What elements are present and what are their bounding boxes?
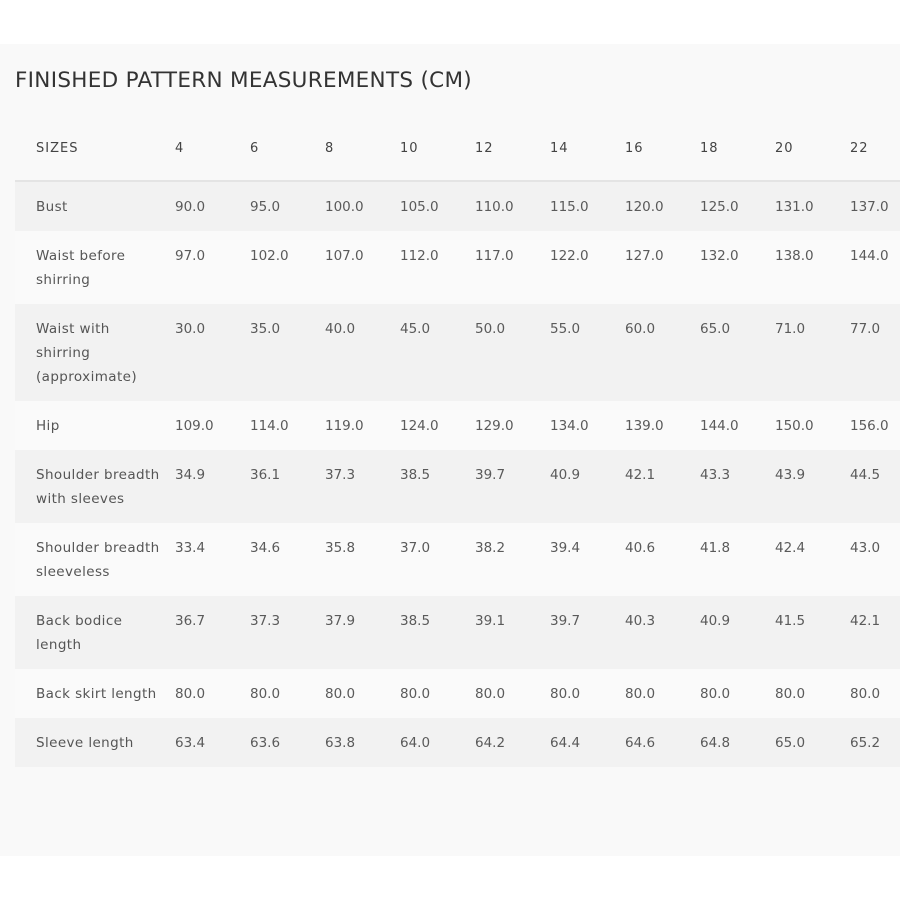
table-cell: 39.1 <box>475 613 506 629</box>
row-label: Hip <box>36 418 60 434</box>
header-size: 18 <box>700 114 775 181</box>
table-cell: 105.0 <box>400 199 439 215</box>
table-row <box>15 401 900 450</box>
table-cell: 122.0 <box>550 248 589 264</box>
table-cell: 125.0 <box>700 199 739 215</box>
table-cell: 40.9 <box>550 467 581 483</box>
table-cell: 144.0 <box>850 248 889 264</box>
header-size: 4 <box>175 114 250 181</box>
table-cell: 35.8 <box>325 540 356 556</box>
table-cell: 64.6 <box>625 735 656 751</box>
table-cell: 102.0 <box>250 248 289 264</box>
row-label: Back bodice length <box>36 613 123 653</box>
table-cell: 37.3 <box>250 613 281 629</box>
table-cell: 114.0 <box>250 418 289 434</box>
table-cell: 35.0 <box>250 321 281 337</box>
table-cell: 131.0 <box>775 199 814 215</box>
table-row <box>15 231 900 304</box>
table-header <box>15 114 900 181</box>
table-cell: 97.0 <box>175 248 206 264</box>
row-label: Shoulder breadth with sleeves <box>36 467 160 507</box>
table-cell: 41.8 <box>700 540 731 556</box>
table-cell: 39.4 <box>550 540 581 556</box>
table-cell: 80.0 <box>325 686 356 702</box>
table-cell: 64.8 <box>700 735 731 751</box>
row-label: Shoulder breadth sleeveless <box>36 540 160 580</box>
table-cell: 45.0 <box>400 321 431 337</box>
table-cell: 65.0 <box>700 321 731 337</box>
header-size: 6 <box>250 114 325 181</box>
table-cell: 65.0 <box>775 735 806 751</box>
table-cell: 138.0 <box>775 248 814 264</box>
table-cell: 139.0 <box>625 418 664 434</box>
table-cell: 37.0 <box>400 540 431 556</box>
table-cell: 80.0 <box>625 686 656 702</box>
header-size: 20 <box>775 114 850 181</box>
table-cell: 137.0 <box>850 199 889 215</box>
header-size: 22 <box>850 114 900 181</box>
header-size: 14 <box>550 114 625 181</box>
row-label: Back skirt length <box>36 686 157 702</box>
table-cell: 80.0 <box>775 686 806 702</box>
table-cell: 119.0 <box>325 418 364 434</box>
table-cell: 77.0 <box>850 321 881 337</box>
table-cell: 156.0 <box>850 418 889 434</box>
table-cell: 112.0 <box>400 248 439 264</box>
table-cell: 36.1 <box>250 467 281 483</box>
table-cell: 39.7 <box>550 613 581 629</box>
table-cell: 64.2 <box>475 735 506 751</box>
header-row <box>15 114 900 181</box>
table-cell: 30.0 <box>175 321 206 337</box>
measurements-table <box>15 114 900 767</box>
table-cell: 43.9 <box>775 467 806 483</box>
header-size: 8 <box>325 114 400 181</box>
table-row <box>15 596 900 669</box>
table-cell: 60.0 <box>625 321 656 337</box>
table-cell: 63.6 <box>250 735 281 751</box>
table-cell: 42.4 <box>775 540 806 556</box>
table-cell: 150.0 <box>775 418 814 434</box>
table-row <box>15 523 900 596</box>
table-cell: 80.0 <box>475 686 506 702</box>
table-cell: 40.9 <box>700 613 731 629</box>
table-cell: 63.4 <box>175 735 206 751</box>
row-label: Waist with shirring (approximate) <box>36 321 138 385</box>
table-cell: 80.0 <box>175 686 206 702</box>
table-cell: 90.0 <box>175 199 206 215</box>
table-cell: 129.0 <box>475 418 514 434</box>
table-cell: 120.0 <box>625 199 664 215</box>
table-cell: 95.0 <box>250 199 281 215</box>
header-size: 12 <box>475 114 550 181</box>
row-label: Bust <box>36 199 68 215</box>
header-sizes-label: SIZES <box>15 114 175 181</box>
page-title: FINISHED PATTERN MEASUREMENTS (CM) <box>15 68 472 93</box>
table-cell: 63.8 <box>325 735 356 751</box>
table-cell: 42.1 <box>625 467 656 483</box>
table-cell: 40.0 <box>325 321 356 337</box>
table-cell: 127.0 <box>625 248 664 264</box>
table-cell: 50.0 <box>475 321 506 337</box>
table-cell: 44.5 <box>850 467 881 483</box>
table-row <box>15 669 900 718</box>
table-cell: 100.0 <box>325 199 364 215</box>
table-cell: 132.0 <box>700 248 739 264</box>
table-cell: 42.1 <box>850 613 881 629</box>
table-cell: 37.9 <box>325 613 356 629</box>
table-cell: 38.5 <box>400 467 431 483</box>
table-cell: 80.0 <box>850 686 881 702</box>
table-cell: 39.7 <box>475 467 506 483</box>
table-cell: 40.3 <box>625 613 656 629</box>
table-cell: 134.0 <box>550 418 589 434</box>
table-cell: 64.0 <box>400 735 431 751</box>
table-cell: 38.5 <box>400 613 431 629</box>
table-cell: 80.0 <box>550 686 581 702</box>
table-cell: 64.4 <box>550 735 581 751</box>
table-row <box>15 718 900 767</box>
table-cell: 71.0 <box>775 321 806 337</box>
row-label: Waist before shirring <box>36 248 126 288</box>
table-cell: 80.0 <box>400 686 431 702</box>
table-cell: 117.0 <box>475 248 514 264</box>
row-label: Sleeve length <box>36 735 134 751</box>
table-cell: 34.6 <box>250 540 281 556</box>
table-cell: 34.9 <box>175 467 206 483</box>
table-cell: 107.0 <box>325 248 364 264</box>
table-row <box>15 304 900 401</box>
table-cell: 43.3 <box>700 467 731 483</box>
table-cell: 36.7 <box>175 613 206 629</box>
table-row <box>15 450 900 523</box>
table-cell: 110.0 <box>475 199 514 215</box>
table-cell: 55.0 <box>550 321 581 337</box>
header-size: 16 <box>625 114 700 181</box>
table-body <box>15 181 900 767</box>
table-cell: 37.3 <box>325 467 356 483</box>
table-cell: 43.0 <box>850 540 881 556</box>
table-cell: 40.6 <box>625 540 656 556</box>
table-cell: 65.2 <box>850 735 881 751</box>
table-cell: 124.0 <box>400 418 439 434</box>
table-cell: 144.0 <box>700 418 739 434</box>
table-cell: 109.0 <box>175 418 214 434</box>
table-cell: 80.0 <box>700 686 731 702</box>
table-cell: 33.4 <box>175 540 206 556</box>
table-cell: 115.0 <box>550 199 589 215</box>
table-cell: 80.0 <box>250 686 281 702</box>
table-cell: 38.2 <box>475 540 506 556</box>
table-cell: 41.5 <box>775 613 806 629</box>
table-row <box>15 181 900 231</box>
header-size: 10 <box>400 114 475 181</box>
